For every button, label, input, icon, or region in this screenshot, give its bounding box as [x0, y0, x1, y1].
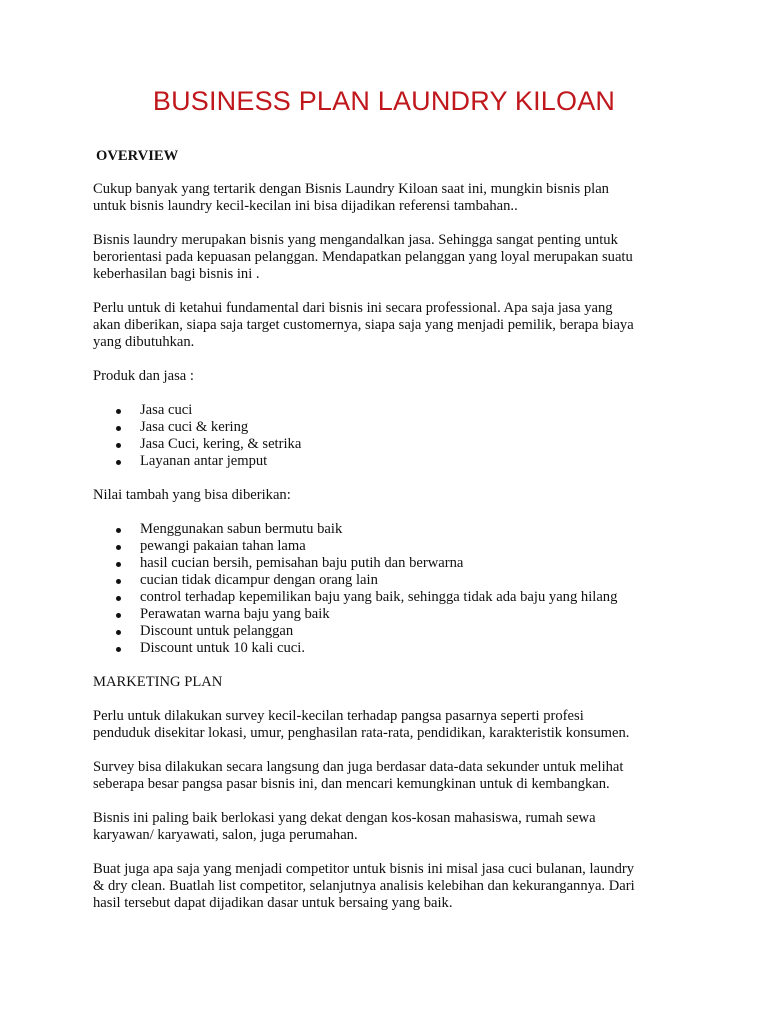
value-added-item: Discount untuk pelanggan — [140, 623, 294, 639]
list-item — [93, 436, 693, 453]
list-item — [93, 606, 693, 623]
product-item: Layanan antar jemput — [140, 453, 268, 469]
products-label: Produk dan jasa : — [93, 368, 194, 384]
product-item: Jasa Cuci, kering, & setrika — [140, 436, 302, 452]
value-added-item: Menggunakan sabun bermutu baik — [140, 521, 343, 537]
marketing-paragraph: Buat juga apa saja yang menjadi competitor untuk bisnis ini misal jasa cuci bulanan, laundry & dry clean. Buatlah list competitor, selanjutnya analisis kelebihan dan kekurangannya. Dari hasil tersebut dapat dijadikan dasar untuk bersaing yang baik. — [93, 861, 635, 911]
bullet-icon — [116, 647, 121, 652]
bullet-icon — [116, 528, 121, 533]
value-added-label: Nilai tambah yang bisa diberikan: — [93, 487, 291, 503]
overview-paragraph: Cukup banyak yang tertarik dengan Bisnis Laundry Kiloan saat ini, mungkin bisnis plan untuk bisnis laundry kecil-kecilan ini bisa dijadikan referensi tambahan.. — [93, 181, 609, 214]
marketing-plan-heading: MARKETING PLAN — [93, 674, 223, 690]
document-title: BUSINESS PLAN LAUNDRY KILOAN — [152, 86, 616, 116]
bullet-icon — [116, 562, 121, 567]
value-added-item: hasil cucian bersih, pemisahan baju putih dan berwarna — [140, 555, 464, 571]
overview-paragraph: Bisnis laundry merupakan bisnis yang mengandalkan jasa. Sehingga sangat penting untuk berorientasi pada kepuasan pelanggan. Mendapatkan pelanggan yang loyal merupakan suatu keberhasilan bagi bisnis ini . — [93, 232, 633, 282]
bullet-icon — [116, 596, 121, 601]
bullet-icon — [116, 613, 121, 618]
product-item: Jasa cuci — [140, 402, 193, 418]
list-item — [93, 453, 693, 470]
list-item — [93, 538, 693, 555]
marketing-paragraph: Perlu untuk dilakukan survey kecil-kecilan terhadap pangsa pasarnya seperti profesi penduduk disekitar lokasi, umur, penghasilan rata-rata, pendidikan, karakteristik konsumen. — [93, 708, 630, 741]
list-item — [93, 589, 693, 606]
overview-paragraph: Perlu untuk di ketahui fundamental dari bisnis ini secara professional. Apa saja jasa yang akan diberikan, siapa saja target customernya, siapa saja yang menjadi pemilik, berapa biaya yang dibutuhkan. — [93, 300, 634, 350]
value-added-list — [93, 521, 693, 657]
list-item — [93, 521, 693, 538]
list-item — [93, 572, 693, 589]
marketing-paragraph: Bisnis ini paling baik berlokasi yang dekat dengan kos-kosan mahasiswa, rumah sewa karyawan/ karyawati, salon, juga perumahan. — [93, 810, 596, 843]
list-item — [93, 555, 693, 572]
product-item: Jasa cuci & kering — [140, 419, 249, 435]
products-list — [93, 402, 693, 470]
value-added-item: Discount untuk 10 kali cuci. — [140, 640, 305, 656]
list-item — [93, 640, 693, 657]
value-added-item: cucian tidak dicampur dengan orang lain — [140, 572, 378, 588]
value-added-item: Perawatan warna baju yang baik — [140, 606, 330, 622]
bullet-icon — [116, 443, 121, 448]
bullet-icon — [116, 426, 121, 431]
list-item — [93, 402, 693, 419]
bullet-icon — [116, 460, 121, 465]
bullet-icon — [116, 630, 121, 635]
list-item — [93, 419, 693, 436]
value-added-item: control terhadap kepemilikan baju yang baik, sehingga tidak ada baju yang hilang — [140, 589, 618, 605]
bullet-icon — [116, 409, 121, 414]
document-body — [93, 148, 693, 929]
overview-heading: OVERVIEW — [96, 148, 179, 164]
list-item — [93, 623, 693, 640]
marketing-paragraph: Survey bisa dilakukan secara langsung dan juga berdasar data-data sekunder untuk melihat seberapa besar pangsa pasar bisnis ini, dan mencari kemungkinan untuk di kembangkan. — [93, 759, 624, 792]
bullet-icon — [116, 545, 121, 550]
bullet-icon — [116, 579, 121, 584]
value-added-item: pewangi pakaian tahan lama — [140, 538, 306, 554]
